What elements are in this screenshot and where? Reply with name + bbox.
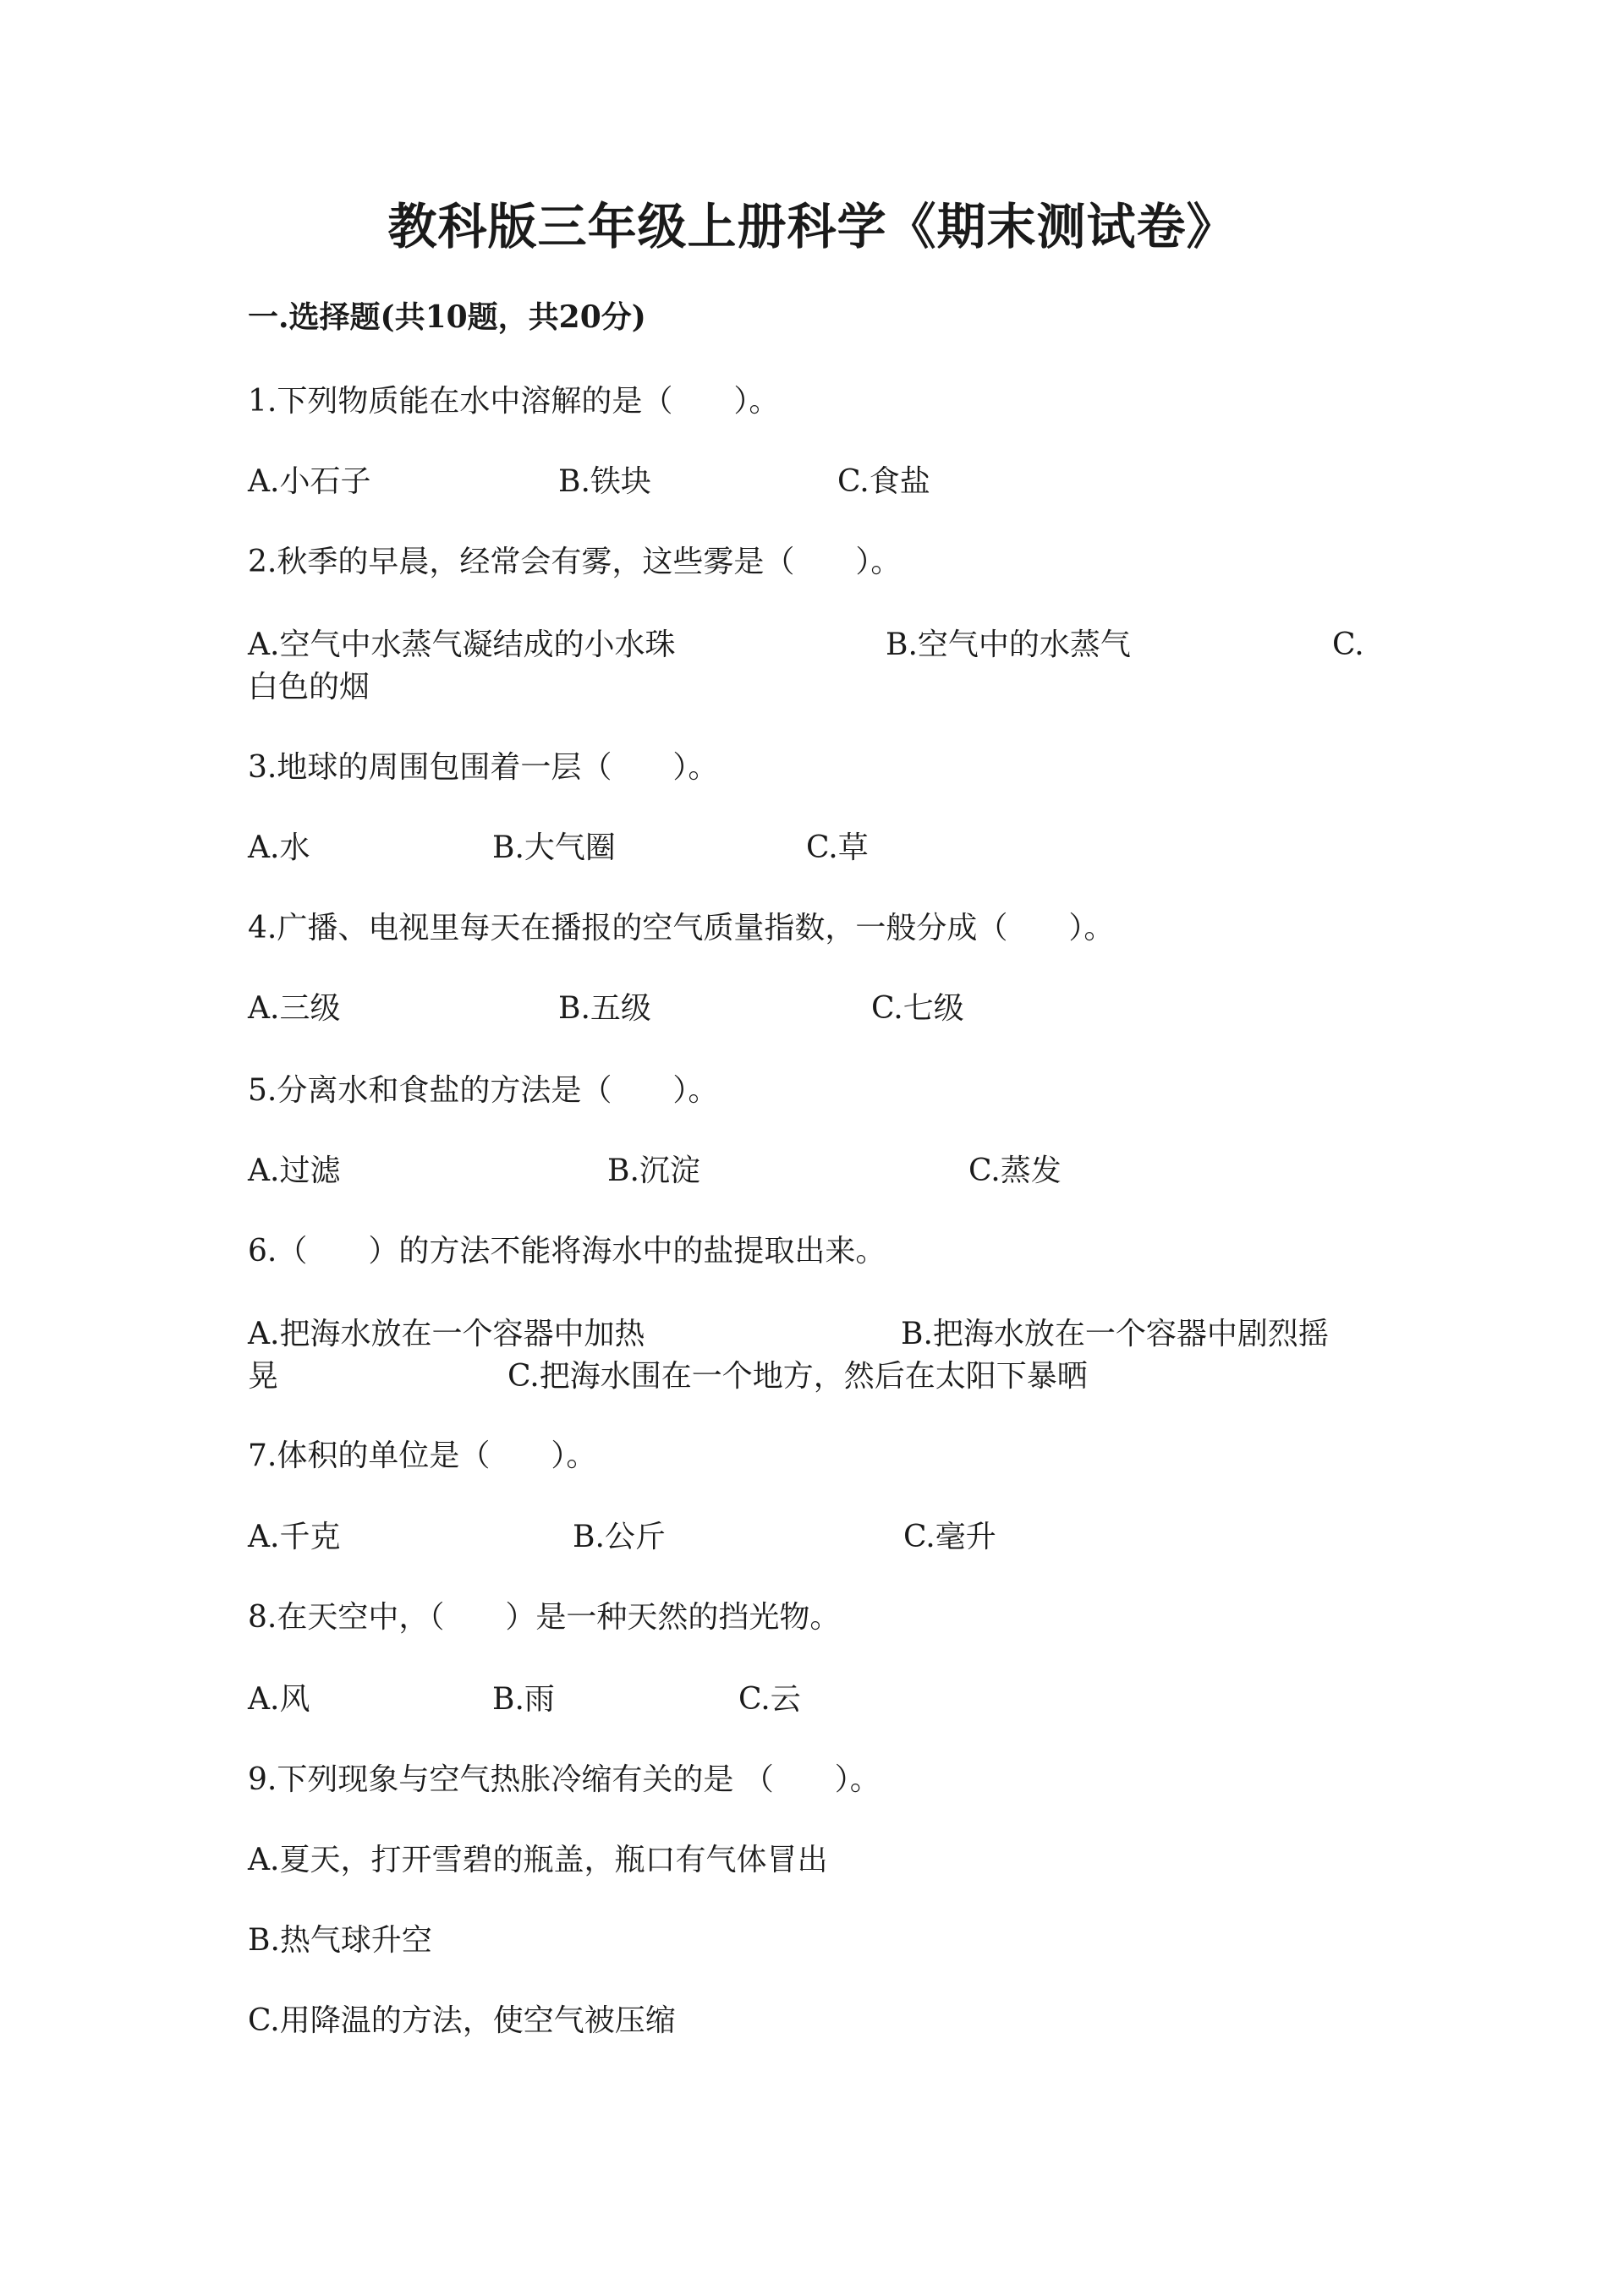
- q8-option-b: B.雨: [492, 1682, 555, 1717]
- q7-option-a: A.千克: [248, 1520, 341, 1554]
- q8-option-c: C.云: [738, 1682, 801, 1717]
- q6-option-b: B.把海水放在一个容器中剧烈摇: [901, 1317, 1329, 1351]
- q4-option-b: B.五级: [558, 991, 651, 1026]
- q5-option-c: C.蒸发: [968, 1153, 1062, 1188]
- q7-option-b: B.公斤: [573, 1520, 666, 1554]
- question-4: 4.广播、电视里每天在播报的空气质量指数，一般分成（ ）。: [248, 911, 1115, 945]
- q2-option-c-continued: 白色的烟: [248, 670, 370, 704]
- q5-option-a: A.过滤: [248, 1153, 341, 1188]
- q6-option-b-continued: 晃: [248, 1359, 279, 1394]
- question-2: 2.秋季的早晨，经常会有雾，这些雾是（ ）。: [248, 545, 902, 579]
- question-5: 5.分离水和食盐的方法是（ ）。: [248, 1073, 719, 1108]
- q5-option-b: B.沉淀: [607, 1153, 700, 1188]
- q6-option-a: A.把海水放在一个容器中加热: [248, 1317, 645, 1351]
- q6-option-c: C.把海水围在一个地方，然后在太阳下暴晒: [508, 1359, 1088, 1394]
- q8-option-a: A.风: [248, 1682, 310, 1717]
- page-title: 教科版三年级上册科学《期末测试卷》: [387, 198, 1237, 255]
- question-6: 6.（ ）的方法不能将海水中的盐提取出来。: [248, 1234, 886, 1269]
- question-9: 9.下列现象与空气热胀冷缩有关的是 （ ）。: [248, 1762, 881, 1797]
- section-heading: 一.选择题(共10题，共20分): [248, 299, 646, 335]
- q2-option-c: C.: [1332, 627, 1364, 662]
- question-1: 1.下列物质能在水中溶解的是（ ）。: [248, 384, 780, 419]
- question-3: 3.地球的周围包围着一层（ ）。: [248, 750, 719, 785]
- q1-option-c: C.食盐: [837, 464, 930, 499]
- q2-option-a: A.空气中水蒸气凝结成的小水珠: [248, 627, 676, 662]
- q3-option-a: A.水: [248, 830, 310, 865]
- q9-option-a: A.夏天，打开雪碧的瓶盖，瓶口有气体冒出: [248, 1843, 828, 1877]
- q7-option-c: C.毫升: [903, 1520, 996, 1554]
- question-8: 8.在天空中，（ ）是一种天然的挡光物。: [248, 1600, 841, 1635]
- q4-option-a: A.三级: [248, 991, 341, 1026]
- q1-option-b: B.铁块: [558, 464, 651, 499]
- q9-option-c: C.用降温的方法，使空气被压缩: [248, 2003, 676, 2038]
- question-7: 7.体积的单位是（ ）。: [248, 1438, 597, 1473]
- q3-option-c: C.草: [806, 830, 869, 865]
- q9-option-b: B.热气球升空: [248, 1923, 432, 1958]
- q1-option-a: A.小石子: [248, 464, 371, 499]
- q3-option-b: B.大气圈: [492, 830, 616, 865]
- q2-option-b: B.空气中的水蒸气: [886, 627, 1131, 662]
- q4-option-c: C.七级: [871, 991, 964, 1026]
